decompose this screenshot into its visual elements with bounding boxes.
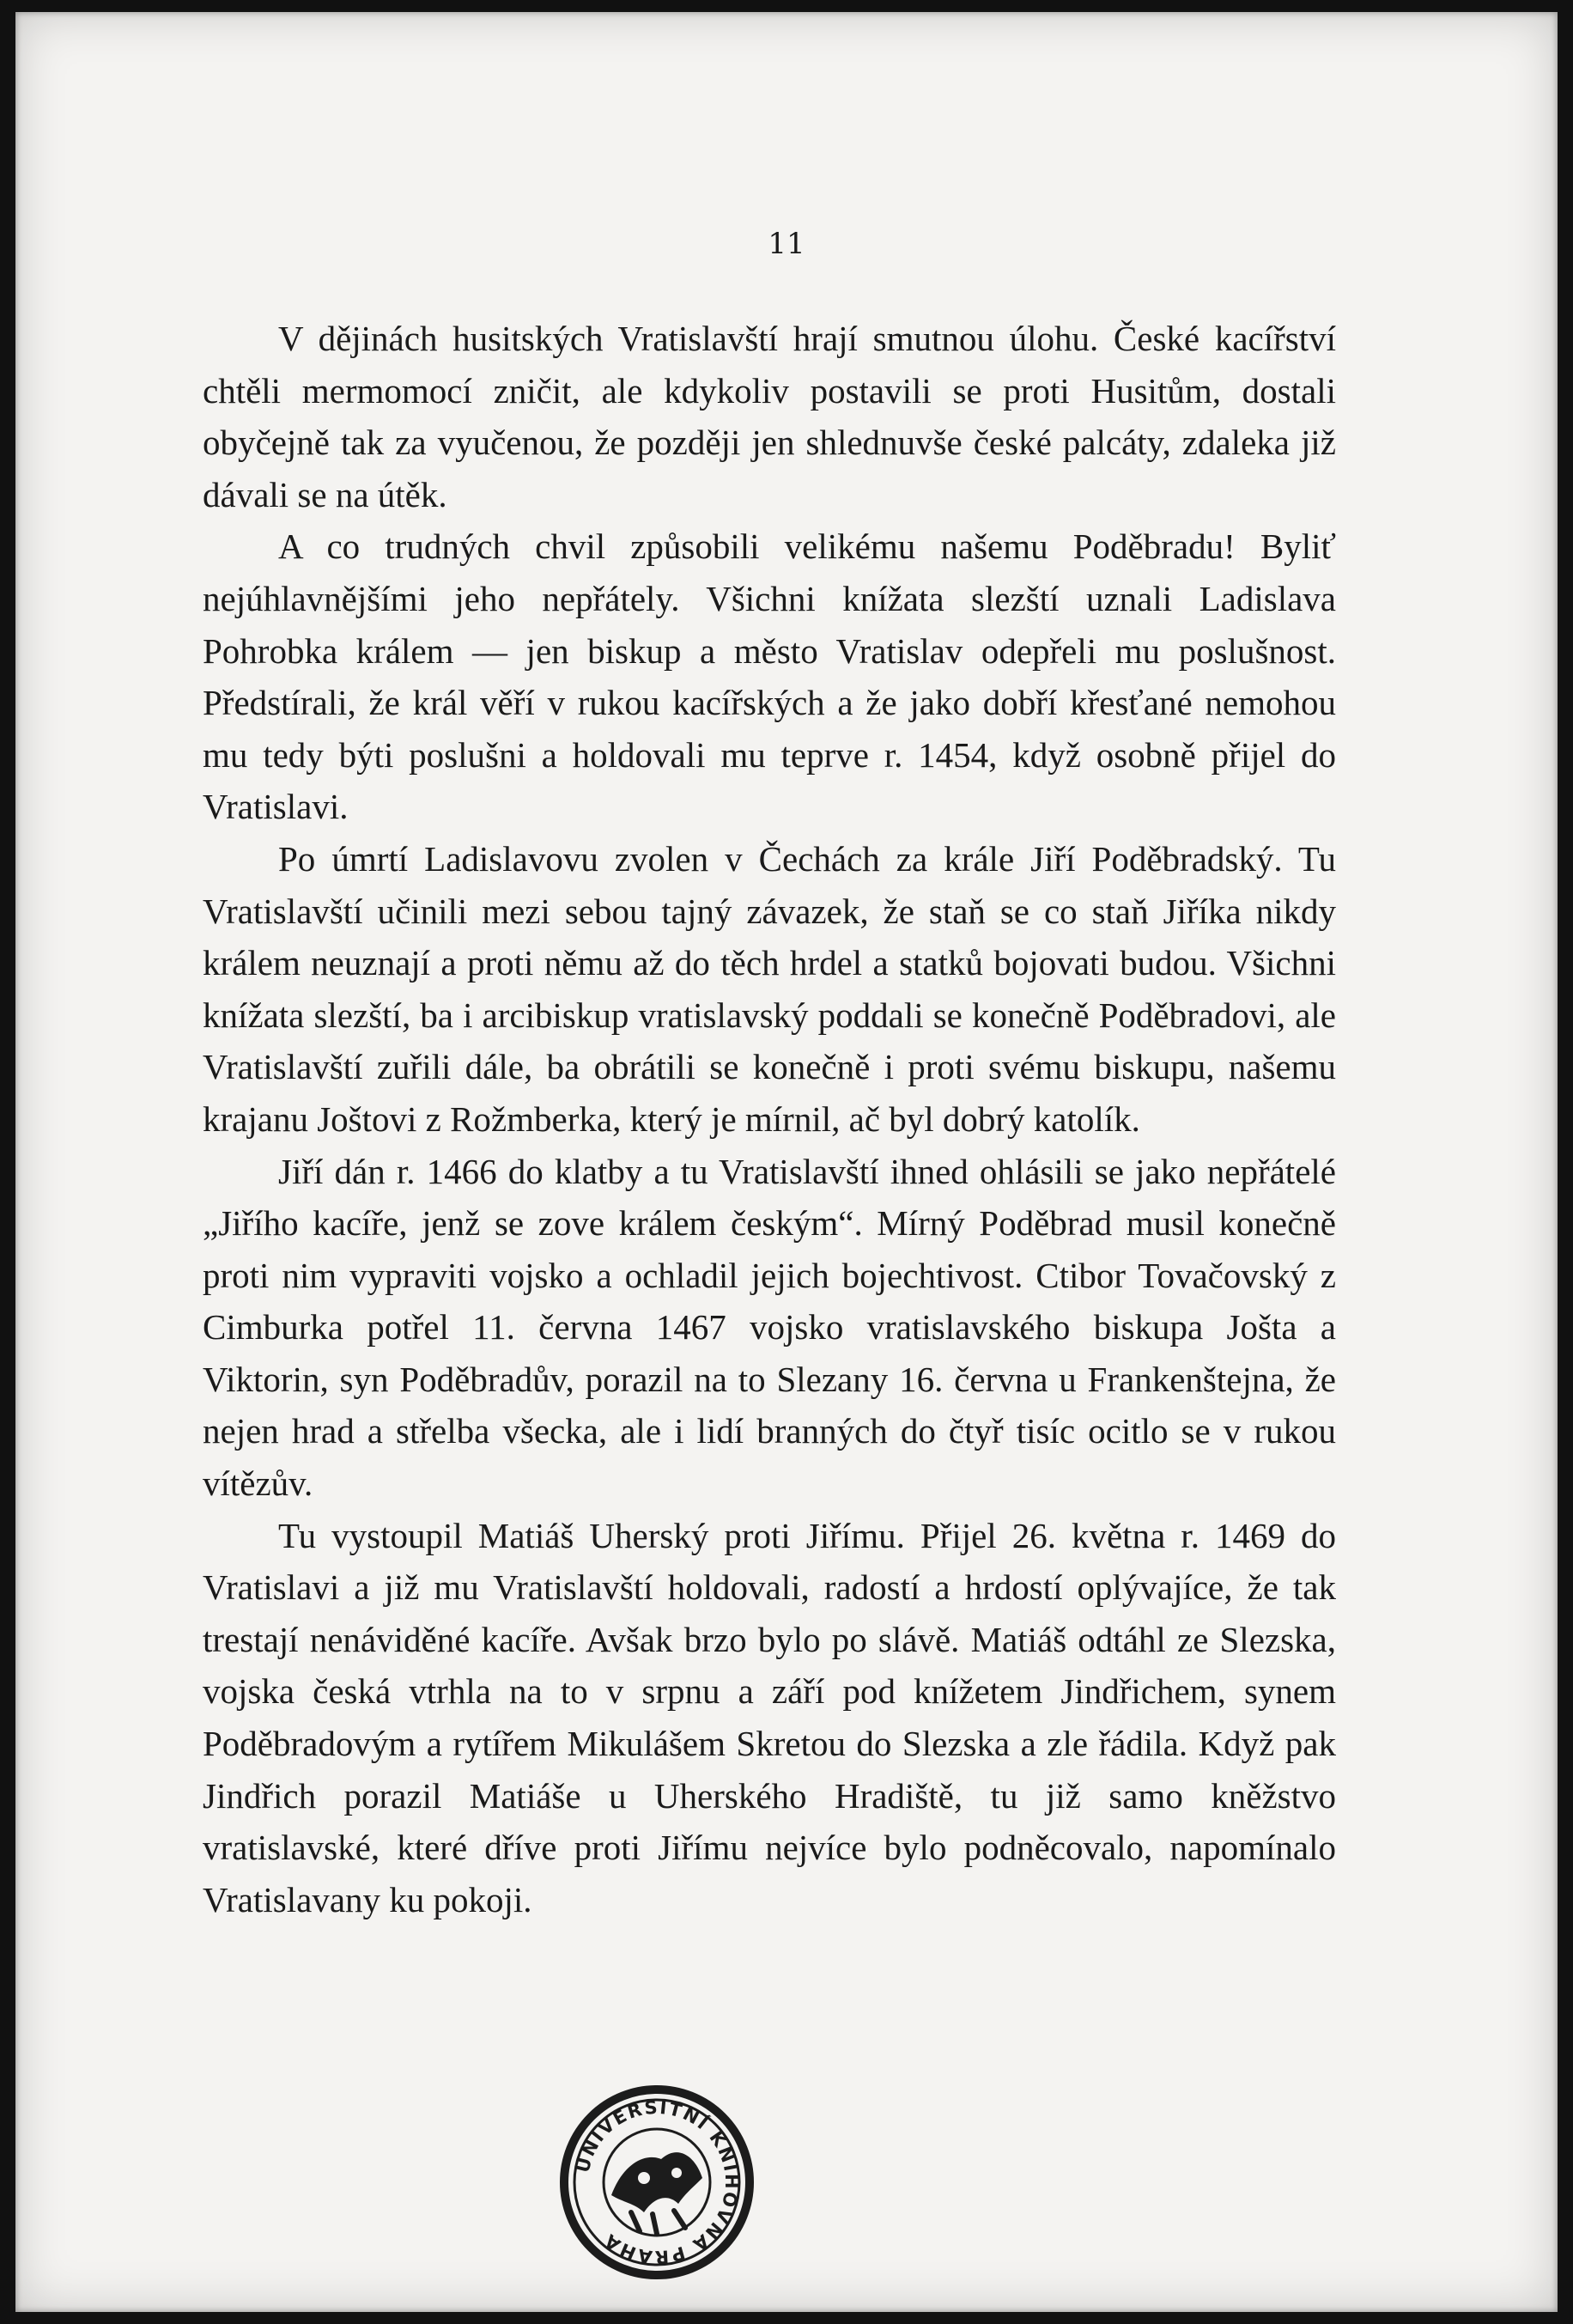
- document-page: [15, 12, 1558, 2312]
- paragraph-5: Tu vystoupil Matiáš Uherský proti Jiřímu. Přijel 26. května r. 1469 do Vratislavi a již mu Vratislavští holdovali, radostí a hrdostí oplývajíce, že tak trestají nenáviděné kacíře. Avšak brzo bylo po slávě. Matiáš odtáhl ze Slezska, vojska česká vtrhla na to v srpnu a září pod knížetem Jindřichem, synem Poděbradovým a rytířem Mikulášem Skretou do Slezska a zle řádila. Když pak Jindřich porazil Matiáše u Uherského Hradiště, tu již samo kněžstvo vratislavské, které dříve proti Jiřímu nejvíce bylo podněcovalo, napomínalo Vratislavany ku pokoji.: [203, 1515, 1336, 1919]
- paragraph-4: Jiří dán r. 1466 do klatby a tu Vratislavští ihned ohlásili se jako nepřátelé „Jiřího kacíře, jenž se zove králem českým“. Mírný Poděbrad musil konečně proti nim vypraviti vojsko a ochladil jejich bojechtivost. Ctibor Tovačovský z Cimburka potřel 11. června 1467 vojsko vratislavského biskupa Jošta a Viktorin, syn Poděbradův, porazil na to Slezany 16. června u Frankenštejna, že nejen hrad a střelba všecka, ale i lidí branných do čtyř tisíc ocitlo se v rukou vítězův.: [203, 1151, 1336, 1504]
- body-text: [203, 313, 1336, 1926]
- stamp-text: UNIVERSITNÍ KNIHOVNA PRAHA: [572, 2096, 743, 2268]
- paragraph-2: A co trudných chvil způsobili velikému našemu Poděbradu! Byliť nejúhlavnějšími jeho nepřátely. Všichni knížata slezští uznali Ladislava Pohrobka králem — jen biskup a město Vratislav odepřeli mu poslušnost. Předstírali, že král věří v rukou kacířských a že jako dobří křesťané nemohou mu tedy býti poslušni a holdovali mu teprve r. 1454, když osobně přijel do Vratislavi.: [203, 526, 1336, 827]
- paragraph-3: Po úmrtí Ladislavovu zvolen v Čechách za krále Jiří Poděbradský. Tu Vratislavští učinili mezi sebou tajný závazek, že staň se co staň Jiříka nikdy králem neuznají a proti němu až do těch hrdel a statků bojovati budou. Všichni knížata slezští, ba i arcibiskup vratislavský poddali se konečně Poděbradovi, ale Vratislavští zuřili dále, ba obrátili se konečně i proti svému biskupu, našemu krajanu Joštovi z Rožmberka, který je mírnil, ač byl dobrý katolík.: [203, 838, 1336, 1139]
- page-number: 11: [768, 227, 805, 261]
- paragraph-1: V dějinách husitských Vratislavští hrají smutnou úlohu. České kacířství chtěli mermomocí zničit, ale kdykoliv postavili se proti Husitům, dostali obyčejně tak za vyučenou, že později jen shlednuvše české palcáty, zdaleka již dávali se na útěk.: [203, 319, 1336, 514]
- library-stamp-icon: [558, 2084, 756, 2281]
